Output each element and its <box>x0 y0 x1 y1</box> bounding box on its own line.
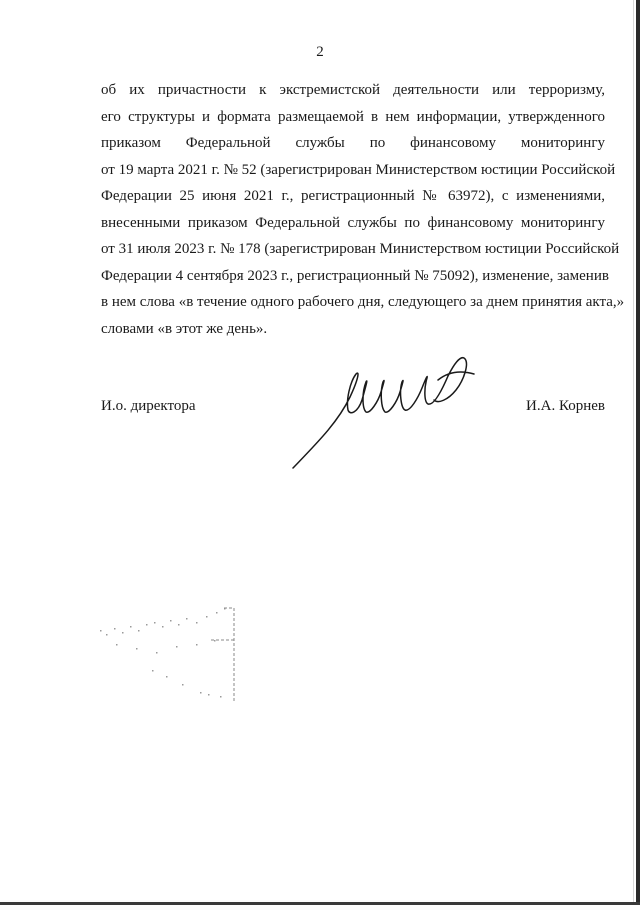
signer-name: И.А. Корнев <box>526 398 605 414</box>
body-line-3: приказом Федеральной службы по финансовому мониторингу <box>101 135 605 151</box>
page-number: 2 <box>316 44 324 60</box>
signer-role: И.о. директора <box>101 398 196 414</box>
body-paragraph <box>101 77 625 342</box>
body-line-8: Федерации 4 сентября 2023 г., регистрационный № 75092), изменение, заменив <box>101 267 609 284</box>
scan-edge-right <box>636 0 640 905</box>
body-line-10: словами «в этот же день». <box>101 320 268 337</box>
body-line-4: от 19 марта 2021 г. № 52 (зарегистрирован Министерством юстиции Российской <box>101 161 616 178</box>
body-line-6: внесенными приказом Федеральной службы по финансовому мониторингу <box>101 214 605 231</box>
body-line-1: об их причастности к экстремистской деятельности или терроризму, <box>101 82 605 98</box>
scan-edge-line <box>633 0 634 905</box>
body-line-2: его структуры и формата размещаемой в нем информации, утвержденного <box>101 108 605 125</box>
handwritten-signature <box>288 352 488 474</box>
body-line-7: от 31 июля 2023 г. № 178 (зарегистрирован Министерством юстиции Российской <box>101 241 620 257</box>
faint-stamp-mark <box>96 604 246 704</box>
body-line-9: в нем слова «в течение одного рабочего дня, следующего за днем принятия акта,» <box>101 294 625 310</box>
body-line-5: Федерации 25 июня 2021 г., регистрационный № 63972), с изменениями, <box>101 188 605 204</box>
